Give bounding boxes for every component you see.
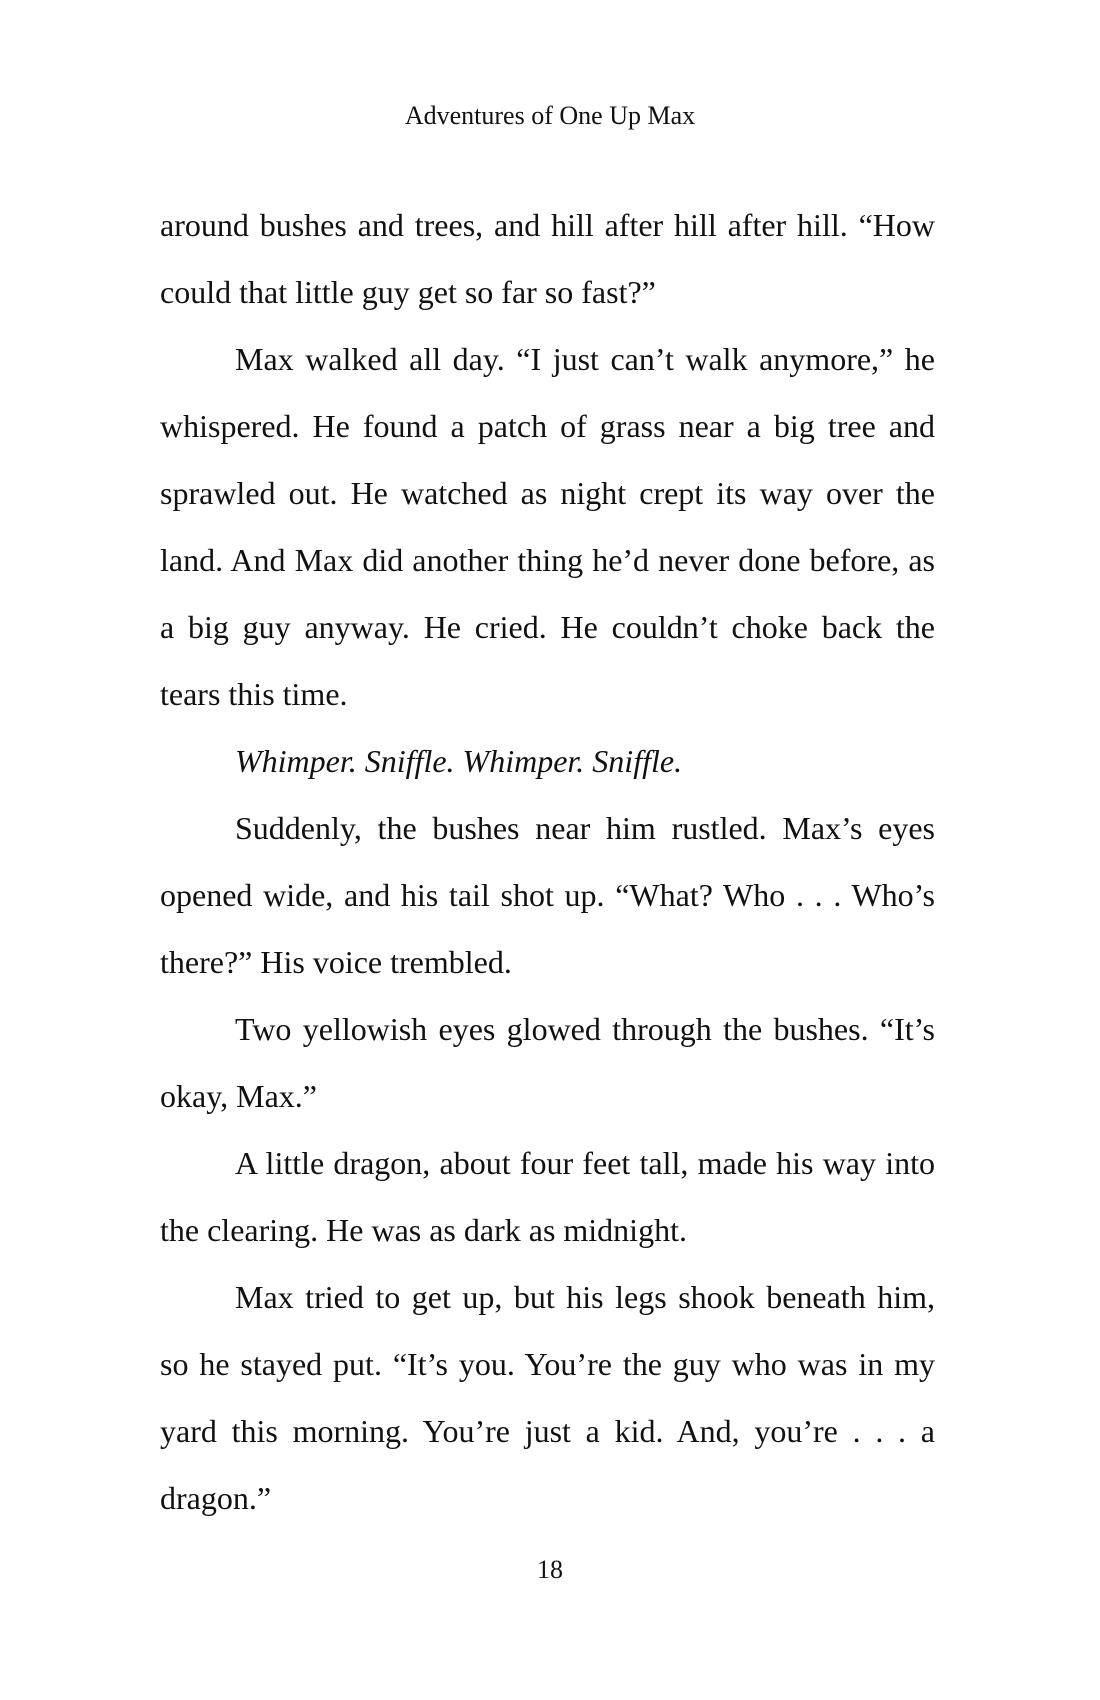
running-header: Adventures of One Up Max	[404, 101, 696, 130]
page-number: 18	[537, 1555, 563, 1584]
paragraph: Two yellowish eyes glowed through the bushes. “It’s okay, Max.”	[160, 1011, 935, 1114]
body-text	[160, 192, 935, 1532]
paragraph: A little dragon, about four feet tall, made his way into the clearing. He was as dark as midnight.	[160, 1145, 935, 1248]
paragraph-italic-sounds: Whimper. Sniffle. Whimper. Sniffle.	[235, 743, 683, 779]
paragraph: Max walked all day. “I just can’t walk anymore,” he whispered. He found a patch of grass near a big tree and sprawled out. He watched as night crept its way over the land. And Max did another thing he’d never done before, as a big guy anyway. He cried. He couldn’t choke back the tears this time.	[160, 341, 935, 712]
paragraph-continuation: around bushes and trees, and hill after hill after hill. “How could that little guy get so far so fast?”	[160, 207, 935, 310]
paragraph: Max tried to get up, but his legs shook beneath him, so he stayed put. “It’s you. You’re the guy who was in my yard this morning. You’re just a kid. And, you’re . . . a dragon.”	[160, 1279, 935, 1516]
paragraph: Suddenly, the bushes near him rustled. Max’s eyes opened wide, and his tail shot up. “What? Who . . . Who’s there?” His voice trembled.	[160, 810, 935, 980]
